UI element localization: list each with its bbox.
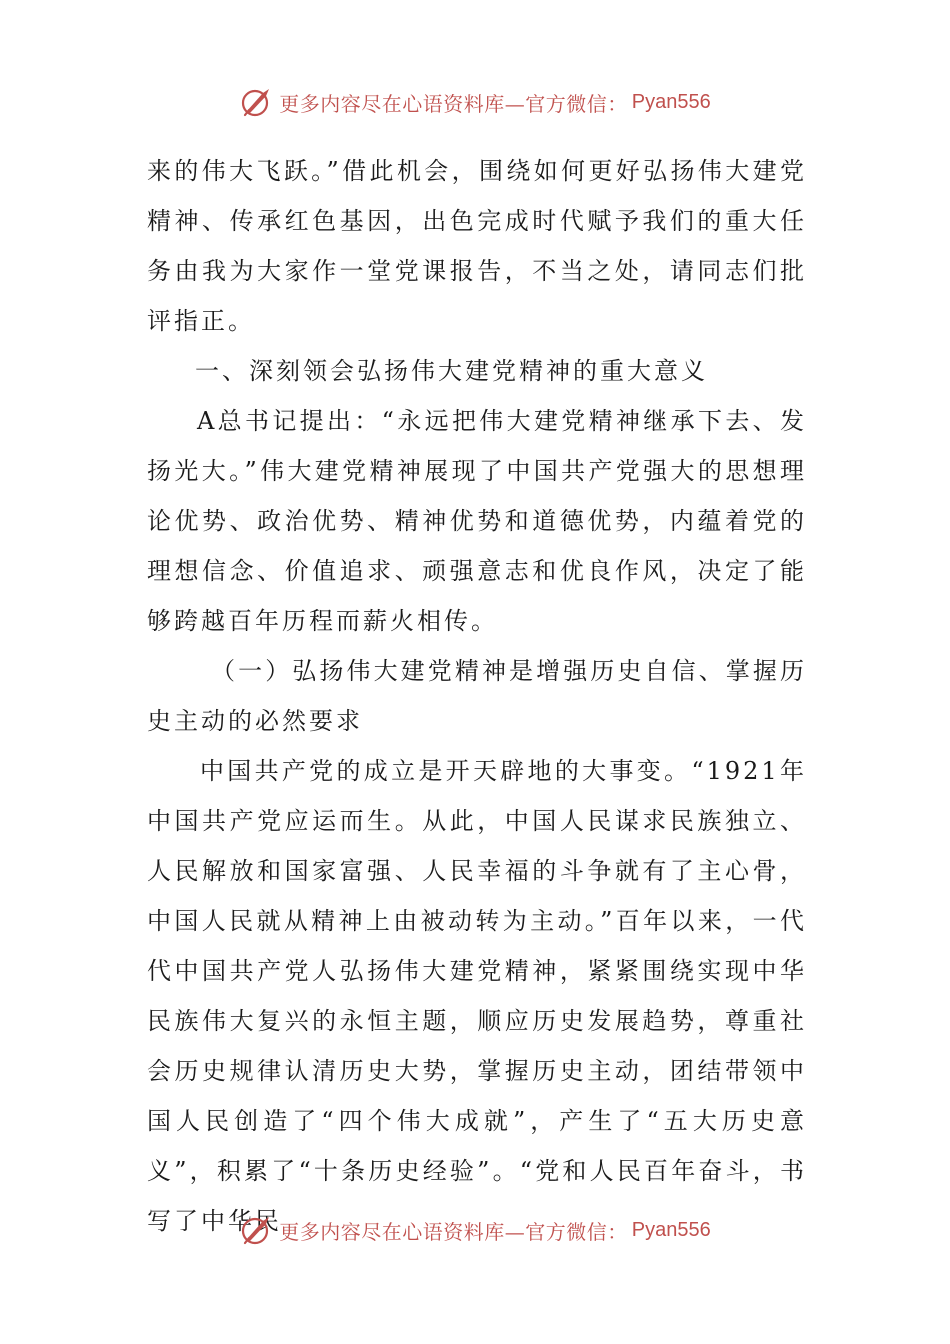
quill-pen-logo-icon: [239, 84, 275, 120]
footer-banner: [0, 1208, 950, 1252]
banner-text: 更多内容尽在心语资料库—官方微信：: [279, 1219, 628, 1244]
quill-pen-logo-icon: [239, 1212, 275, 1248]
banner-wechat-id: Pyan556: [631, 1218, 711, 1241]
banner-text: 更多内容尽在心语资料库—官方微信：: [279, 91, 628, 116]
section-heading: 一、深刻领会弘扬伟大建党精神的重大意义: [195, 357, 708, 385]
paragraph-quote: A总书记提出：“永远把伟大建党精神继承下去、发扬光大。”伟大建党精神展现了中国共产党强大的思想理论优势、政治优势、精神优势和道德优势，内蕴着党的理想信念、价值追求、顽强意志和优良作风，决定了能够跨越百年历程而薪火相传。: [147, 407, 807, 635]
paragraph-body: 中国共产党的成立是开天辟地的大事变。“1921年中国共产党应运而生。从此，中国人民谋求民族独立、人民解放和国家富强、人民幸福的斗争就有了主心骨，中国人民就从精神上由被动转为主动。”百年以来，一代代中国共产党人弘扬伟大建党精神，紧紧围绕实现中华民族伟大复兴的永恒主题，顺应历史发展趋势，尊重社会历史规律认清历史大势，掌握历史主动，团结带领中国人民创造了“四个伟大成就”，产生了“五大历史意义”，积累了“十条历史经验”。“党和人民百年奋斗，书写了中华民: [147, 757, 807, 1235]
document-body: [147, 146, 807, 1246]
banner-wechat-id: Pyan556: [631, 90, 711, 113]
paragraph-continuation: 来的伟大飞跃。”借此机会，围绕如何更好弘扬伟大建党精神、传承红色基因，出色完成时代赋予我们的重大任务由我为大家作一堂党课报告，不当之处，请同志们批评指正。: [147, 157, 807, 335]
header-banner: [0, 80, 950, 124]
subsection-heading: （一）弘扬伟大建党精神是增强历史自信、掌握历史主动的必然要求: [147, 657, 807, 735]
